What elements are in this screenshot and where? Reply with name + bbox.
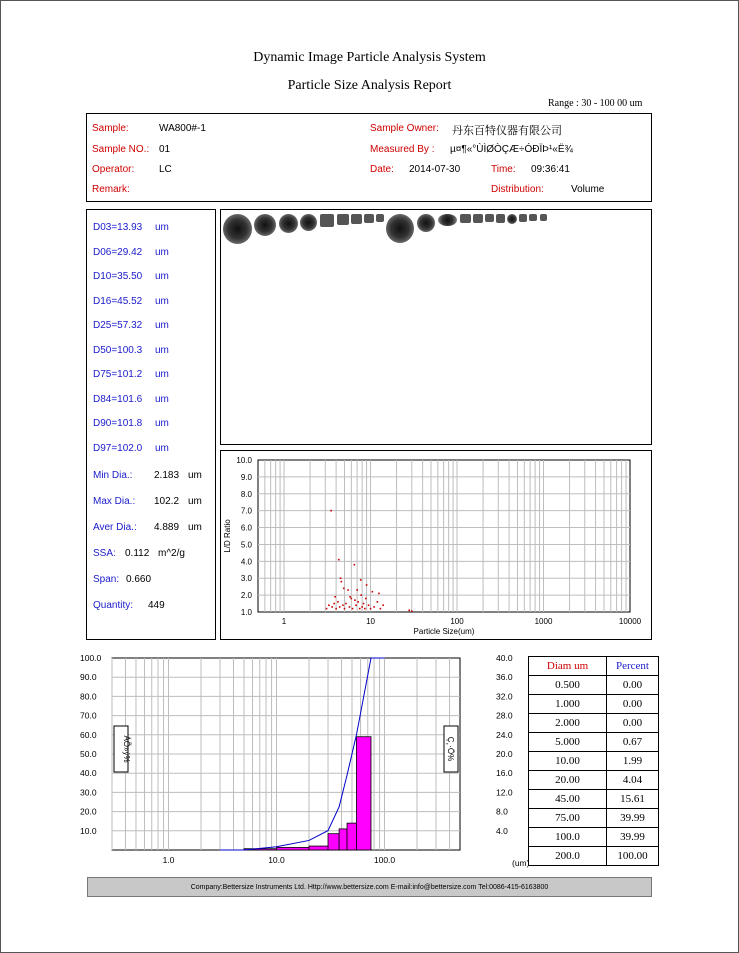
sample-value: WA800#-1: [159, 123, 206, 134]
stat-label: D10=35.50: [93, 271, 143, 282]
extra-label: Max Dia.:: [93, 496, 136, 507]
extra-value: 4.889: [154, 522, 180, 533]
stat-label: D25=57.32: [93, 320, 143, 331]
operator-value: LC: [159, 164, 172, 175]
y2-tick-label: 8.0: [496, 806, 508, 817]
y-tick-label: 80.0: [80, 691, 97, 702]
x-tick-label: 100.0: [373, 855, 396, 865]
stat-unit: um: [155, 246, 169, 258]
extra-value: 449: [148, 600, 165, 611]
scatter-point: [356, 589, 358, 591]
date-value: 2014-07-30: [409, 164, 461, 175]
stat-unit: um: [155, 393, 169, 405]
diam-cell: 0.500: [529, 676, 607, 695]
extra-value: 102.2: [154, 496, 180, 507]
table-row: [529, 676, 659, 695]
table-row: [529, 790, 659, 809]
scatter-point: [334, 596, 336, 598]
extra-value: 2.183: [154, 470, 180, 481]
scatter-point: [347, 589, 349, 591]
histogram-bar: [276, 847, 309, 850]
particle-image: [529, 214, 537, 221]
scatter-point: [330, 510, 332, 512]
y-tick-label: 2.0: [240, 591, 252, 601]
ld-ratio-scatter-chart: [220, 450, 652, 640]
scatter-point: [382, 604, 384, 606]
particle-image: [386, 214, 414, 243]
y-tick-label: 30.0: [80, 787, 97, 798]
y2-tick-label: 4.0: [496, 825, 508, 836]
percent-cell: 0.67: [607, 733, 659, 752]
scatter-point: [380, 608, 382, 610]
particle-image: [223, 214, 252, 244]
y2-tick-label: 32.0: [496, 691, 513, 702]
scatter-point: [341, 581, 343, 583]
remark-label: Remark:: [92, 184, 130, 195]
percent-cell: 4.04: [607, 771, 659, 790]
particle-images-box: [220, 209, 652, 445]
diam-cell: 2.000: [529, 714, 607, 733]
percent-cell: 1.99: [607, 752, 659, 771]
percent-cell: 15.61: [607, 790, 659, 809]
table-row: [529, 752, 659, 771]
scatter-point: [342, 604, 344, 606]
y-tick-label: 90.0: [80, 672, 97, 683]
table-row: [529, 733, 659, 752]
scatter-point: [411, 610, 413, 612]
scatter-point: [337, 601, 339, 603]
scatter-point: [372, 591, 374, 593]
scatter-point: [368, 604, 370, 606]
distribution-label: Distribution:: [491, 184, 544, 195]
x-tick-label: 10000: [618, 617, 642, 626]
extra-unit: um: [188, 470, 202, 481]
scatter-point: [361, 606, 363, 608]
y2-tick-label: 36.0: [496, 672, 513, 683]
measured-value: µ¤¶«°ÙÌØÒÇÆ÷ÓÐÏÞ¹«Ë¾: [450, 144, 573, 155]
extra-label: Quantity:: [93, 600, 134, 611]
percent-column-header: Percent: [607, 657, 659, 676]
y-tick-label: 4.0: [240, 557, 252, 567]
stat-unit: um: [155, 222, 169, 233]
y2-tick-label: 20.0: [496, 749, 513, 759]
stat-unit: um: [155, 369, 169, 380]
diam-cell: 10.00: [529, 752, 607, 771]
particle-image: [485, 214, 494, 222]
extra-label: SSA:: [93, 548, 116, 559]
x-axis-label: Particle Size(um): [413, 627, 475, 636]
scatter-point: [354, 564, 356, 566]
scatter-point: [326, 608, 328, 610]
date-label: Date:: [370, 164, 394, 175]
report-title: Dynamic Image Particle Analysis System: [253, 50, 486, 65]
stat-label: D84=101.6: [93, 393, 143, 405]
particle-image: [376, 214, 384, 222]
particle-image: [279, 214, 298, 233]
time-label: Time:: [491, 164, 516, 175]
scatter-point: [328, 604, 330, 606]
y-tick-label: 5.0: [240, 540, 252, 550]
extra-unit: m^2/g: [158, 548, 185, 559]
stat-label: D97=102.0: [93, 442, 143, 454]
stat-unit: um: [155, 295, 169, 307]
extra-value: 0.660: [126, 574, 152, 585]
scatter-point: [360, 579, 362, 581]
stat-label: D16=45.52: [93, 295, 143, 307]
scatter-point: [333, 603, 335, 605]
extra-label: Min Dia.:: [93, 470, 133, 481]
percent-cell: 39.99: [607, 809, 659, 828]
histogram-bar: [347, 823, 356, 850]
y-tick-label: 7.0: [240, 506, 252, 516]
y-tick-label: 6.0: [240, 523, 252, 533]
scatter-point: [354, 599, 356, 601]
operator-label: Operator:: [92, 164, 135, 175]
owner-value: 丹东百特仪器有限公司: [452, 125, 562, 137]
scatter-point: [352, 608, 354, 610]
y-tick-label: 9.0: [240, 472, 252, 482]
scatter-point: [345, 603, 347, 605]
stat-unit: um: [155, 320, 169, 331]
scatter-point: [338, 559, 340, 561]
scatter-point: [335, 608, 337, 610]
scatter-point: [355, 604, 357, 606]
scatter-point: [344, 608, 346, 610]
scatter-point: [378, 593, 380, 595]
particle-image: [320, 214, 334, 227]
y-axis-label: ÁÕ»ý%: [122, 735, 131, 763]
sample-no-value: 01: [159, 144, 171, 155]
stat-unit: um: [155, 344, 169, 356]
y-tick-label: 20.0: [80, 806, 97, 817]
distribution-value: Volume: [571, 184, 605, 195]
y2-axis-label: Ç¸·Ö%: [446, 736, 455, 762]
table-header-row: [529, 657, 659, 676]
scatter-point: [340, 577, 342, 579]
particle-image: [507, 214, 517, 224]
scatter-point: [351, 598, 353, 600]
stat-unit: um: [155, 442, 169, 454]
volume-distribution-chart: [78, 648, 530, 872]
percent-cell: 0.00: [607, 695, 659, 714]
particle-image: [519, 214, 527, 222]
x-tick-label: 1: [281, 617, 287, 626]
footer-bar: Company:Bettersize Instruments Ltd. Http://www.bettersize.com E-mail:info@bettersize.com Tel:0086-415-6163800: [87, 877, 652, 897]
stat-label: D50=100.3: [93, 344, 143, 356]
scatter-point: [365, 598, 367, 600]
scatter-point: [339, 606, 341, 608]
particle-image: [417, 214, 435, 232]
y-tick-label: 3.0: [240, 574, 252, 584]
histogram-bar: [339, 829, 347, 850]
diam-column-header: Diam um: [529, 657, 607, 676]
scatter-point: [359, 608, 361, 610]
particle-image: [540, 214, 547, 221]
y-tick-label: 70.0: [80, 710, 97, 721]
scatter-point: [349, 606, 351, 608]
y2-tick-label: 28.0: [496, 710, 513, 721]
particle-image: [460, 214, 471, 223]
y2-tick-label: 40.0: [496, 653, 513, 663]
report-subtitle: Particle Size Analysis Report: [287, 78, 452, 93]
y-tick-label: 40.0: [80, 768, 97, 779]
table-row: [529, 809, 659, 828]
particle-image: [254, 214, 276, 236]
scatter-point: [373, 606, 375, 608]
y-tick-label: 8.0: [240, 489, 252, 499]
percent-cell: 39.99: [607, 828, 659, 847]
diam-cell: 75.00: [529, 809, 607, 828]
stat-label: D75=101.2: [93, 369, 143, 380]
diam-cell: 1.000: [529, 695, 607, 714]
particle-image: [364, 214, 374, 223]
table-row: [529, 847, 659, 866]
particle-image: [473, 214, 483, 223]
scatter-point: [343, 588, 345, 590]
stat-label: D03=13.93: [93, 222, 143, 233]
measured-label: Measured By :: [370, 144, 435, 155]
percent-cell: 100.00: [607, 847, 659, 866]
time-value: 09:36:41: [531, 164, 570, 175]
scatter-point: [408, 610, 410, 612]
scatter-point: [364, 608, 366, 610]
diam-cell: 200.0: [529, 847, 607, 866]
y-tick-label: 60.0: [80, 729, 97, 740]
table-row: [529, 828, 659, 847]
table-row: [529, 695, 659, 714]
y2-tick-label: 24.0: [496, 729, 513, 740]
sample-no-label: Sample NO.:: [92, 144, 150, 155]
histogram-bar: [309, 846, 328, 850]
y2-tick-label: 16.0: [496, 768, 513, 779]
scatter-point: [366, 584, 368, 586]
stat-label: D90=101.8: [93, 418, 143, 429]
particle-image: [438, 214, 457, 226]
histogram-bar: [328, 834, 339, 850]
scatter-point: [331, 606, 333, 608]
y-tick-label: 1.0: [240, 608, 252, 617]
histogram-bar: [356, 737, 371, 850]
particle-image: [351, 214, 362, 224]
percent-cell: 0.00: [607, 676, 659, 695]
range-label: Range : 30 - 100 00 um: [548, 98, 643, 109]
particle-image: [337, 214, 349, 225]
diam-cell: 100.0: [529, 828, 607, 847]
stat-unit: um: [155, 271, 169, 282]
table-row: [529, 771, 659, 790]
percent-cell: 0.00: [607, 714, 659, 733]
stat-unit: um: [155, 418, 169, 429]
sample-label: Sample:: [92, 123, 129, 134]
diam-cell: 5.000: [529, 733, 607, 752]
x-tick-label: 10: [366, 617, 375, 626]
x-tick-label: 1000: [534, 617, 553, 626]
scatter-point: [377, 601, 379, 603]
x-tick-label: 100: [450, 617, 464, 626]
scatter-point: [363, 603, 365, 605]
scatter-point: [357, 601, 359, 603]
particle-image: [496, 214, 505, 223]
size-percent-table: [528, 656, 659, 866]
diam-cell: 20.00: [529, 771, 607, 790]
x-tick-label: 10.0: [268, 855, 285, 865]
y2-tick-label: 12.0: [496, 787, 513, 798]
owner-label: Sample Owner:: [370, 123, 439, 134]
extra-unit: um: [188, 496, 202, 507]
y-tick-label: 10.0: [236, 456, 252, 465]
y-axis-label: L/D Ratio: [223, 519, 232, 553]
stat-label: D06=29.42: [93, 246, 143, 258]
y-tick-label: 10.0: [80, 825, 97, 836]
scatter-point: [349, 596, 351, 598]
diam-cell: 45.00: [529, 790, 607, 809]
x-tick-label: 1.0: [162, 855, 175, 865]
extra-label: Aver Dia.:: [93, 522, 137, 533]
extra-unit: um: [188, 522, 202, 533]
table-row: [529, 714, 659, 733]
y-tick-label: 100.0: [80, 653, 102, 663]
scatter-point: [370, 608, 372, 610]
y-tick-label: 50.0: [80, 749, 97, 759]
extra-label: Span:: [93, 574, 120, 585]
particle-image: [300, 214, 317, 231]
scatter-point: [360, 594, 362, 596]
extra-value: 0.112: [125, 548, 150, 559]
x-unit-label: (um): [512, 858, 530, 868]
